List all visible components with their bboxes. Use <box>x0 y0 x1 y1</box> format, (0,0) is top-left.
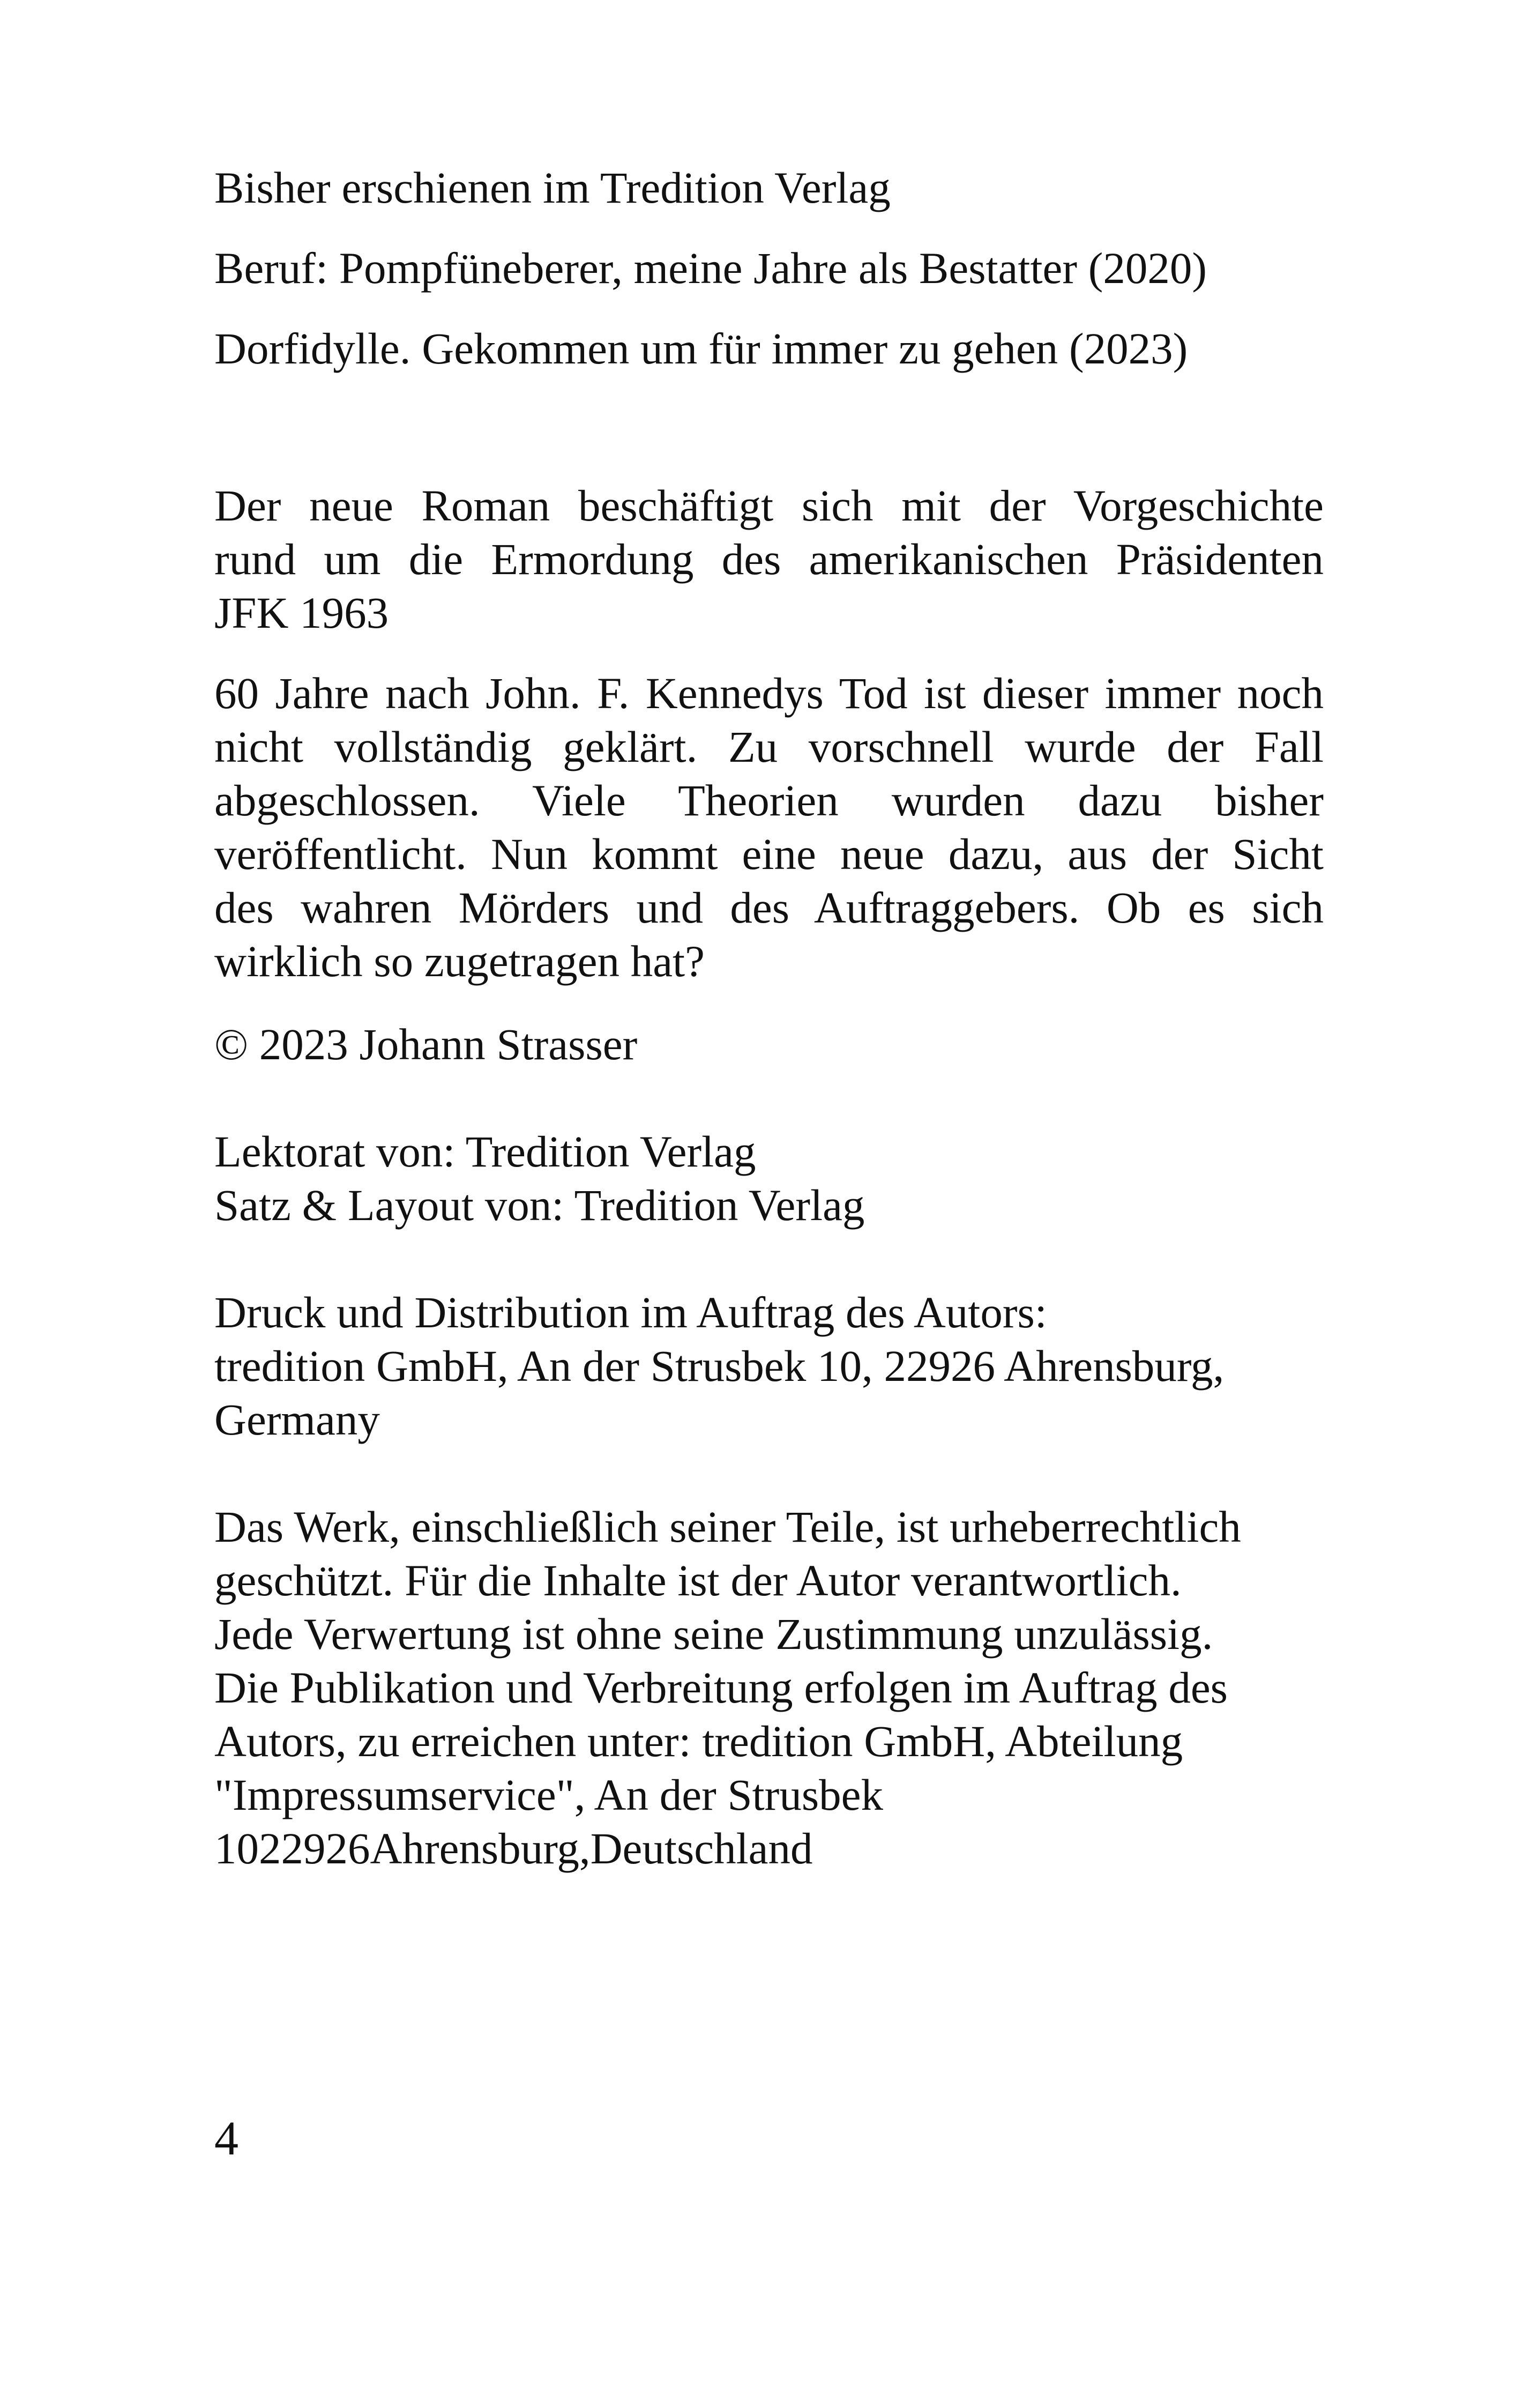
published-list-heading: Bisher erschienen im Tredition Verlag <box>214 163 891 212</box>
legal-line-1: Das Werk, einschließlich seiner Teile, ist urheberrechtlich <box>214 1502 1241 1551</box>
legal-line-7: 1022926Ahrensburg,Deutschland <box>214 1824 813 1873</box>
distribution-block <box>214 1285 1324 1446</box>
synopsis-p1-line-1: Der neue Roman beschäftigt sich mit der Vorgeschichte <box>214 481 1324 530</box>
synopsis-p2-line-5: des wahren Mörders und des Auftraggebers. Ob es sich <box>214 883 1324 932</box>
synopsis-p1-line-2: rund um die Ermordung des amerikanischen Präsidenten <box>214 534 1324 584</box>
synopsis-p2-line-1: 60 Jahre nach John. F. Kennedys Tod ist dieser immer noch <box>214 668 1324 718</box>
distribution-line-1: Druck und Distribution im Auftrag des Autors: <box>214 1288 1047 1337</box>
synopsis-p2-line-3: abgeschlossen. Viele Theorien wurden dazu bisher <box>214 776 1324 825</box>
legal-line-2: geschützt. Für die Inhalte ist der Autor verantwortlich. <box>214 1556 1182 1605</box>
legal-line-6: "Impressumservice", An der Strusbek <box>214 1770 883 1819</box>
published-item-1: Beruf: Pompfüneberer, meine Jahre als Bestatter (2020) <box>214 243 1207 293</box>
lektorat-line: Lektorat von: Tredition Verlag <box>214 1127 756 1176</box>
synopsis-p2-line-2: nicht vollständig geklärt. Zu vorschnell wurde der Fall <box>214 722 1324 771</box>
synopsis-paragraph-2 <box>214 666 1324 988</box>
published-item-2: Dorfidylle. Gekommen um für immer zu gehen (2023) <box>214 324 1188 373</box>
page-number: 4 <box>214 2112 238 2165</box>
synopsis-p1-line-3: JFK 1963 <box>214 588 389 637</box>
synopsis-paragraph-1 <box>214 479 1324 640</box>
legal-notice-block <box>214 1500 1324 1875</box>
distribution-line-2: tredition GmbH, An der Strusbek 10, 22926 Ahrensburg, <box>214 1341 1225 1391</box>
copyright-line: © 2023 Johann Strasser <box>214 1020 638 1069</box>
synopsis-p2-line-4: veröffentlicht. Nun kommt eine neue dazu, aus der Sicht <box>214 829 1324 879</box>
satz-layout-line: Satz & Layout von: Tredition Verlag <box>214 1180 865 1230</box>
synopsis-p2-line-6: wirklich so zugetragen hat? <box>214 937 705 986</box>
distribution-line-3: Germany <box>214 1395 380 1444</box>
legal-line-5: Autors, zu erreichen unter: tredition GmbH, Abteilung <box>214 1716 1183 1766</box>
legal-line-4: Die Publikation und Verbreitung erfolgen im Auftrag des <box>214 1663 1228 1712</box>
legal-line-3: Jede Verwertung ist ohne seine Zustimmung unzulässig. <box>214 1609 1213 1659</box>
credits-block <box>214 1125 1324 1232</box>
